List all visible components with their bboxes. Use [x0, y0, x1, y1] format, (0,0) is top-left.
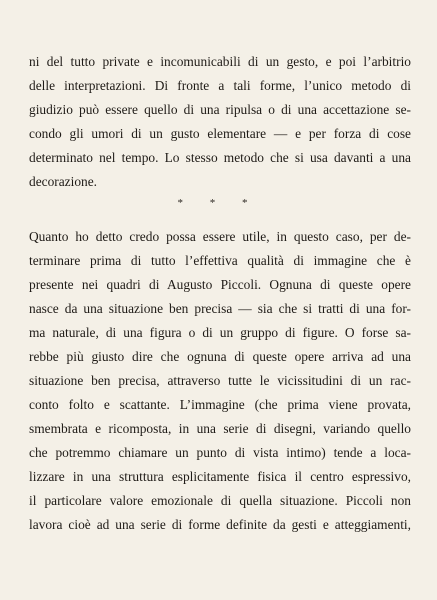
text-line: ma naturale, di una figura o di un gruppo di figure. O forse sa-	[29, 325, 411, 340]
text-line: rebbe più giusto dire che ognuna di queste opere arriva ad una	[29, 349, 411, 364]
section-separator: * * *	[177, 197, 260, 209]
text-line: situazione ben precisa, attraverso tutte le vicissitudini di un rac-	[29, 373, 411, 388]
text-line: presente nei quadri di Augusto Piccoli. Ognuna di queste opere	[29, 277, 411, 292]
text-line: delle interpretazioni. Di fronte a tali forme, l’unico metodo di	[29, 78, 411, 93]
text-line: nasce da una situazione ben precisa — sia che si tratti di una for-	[29, 301, 411, 316]
text-line: determinato nel tempo. Lo stesso metodo che si usa davanti a una	[29, 150, 411, 165]
text-line: che potremmo chiamare un punto di vista intimo) tende a loca-	[29, 445, 411, 460]
text-line: ni del tutto private e incomunicabili di un gesto, e poi l’arbitrio	[29, 54, 411, 69]
text-line: conto folto e scattante. L’immagine (che prima viene provata,	[29, 397, 411, 412]
text-line: terminare prima di tutto l’effettiva qualità di immagine che è	[29, 253, 411, 268]
text-line: lavora cioè ad una serie di forme definite da gesti e atteggiamenti,	[29, 517, 411, 532]
text-line: il particolare valore emozionale di quella situazione. Piccoli non	[29, 493, 411, 508]
text-line: decorazione.	[29, 174, 98, 189]
text-line: Quanto ho detto credo possa essere utile, in questo caso, per de-	[29, 229, 411, 244]
text-line: lizzare in una struttura esplicitamente fisica il centro espressivo,	[29, 469, 411, 484]
text-line: smembrata e ricomposta, in una serie di disegni, variando quello	[29, 421, 411, 436]
text-line: giudizio può essere quello di una ripulsa o di una accettazione se-	[29, 102, 411, 117]
text-line: condo gli umori di un gusto elementare — e per forza di cose	[29, 126, 411, 141]
